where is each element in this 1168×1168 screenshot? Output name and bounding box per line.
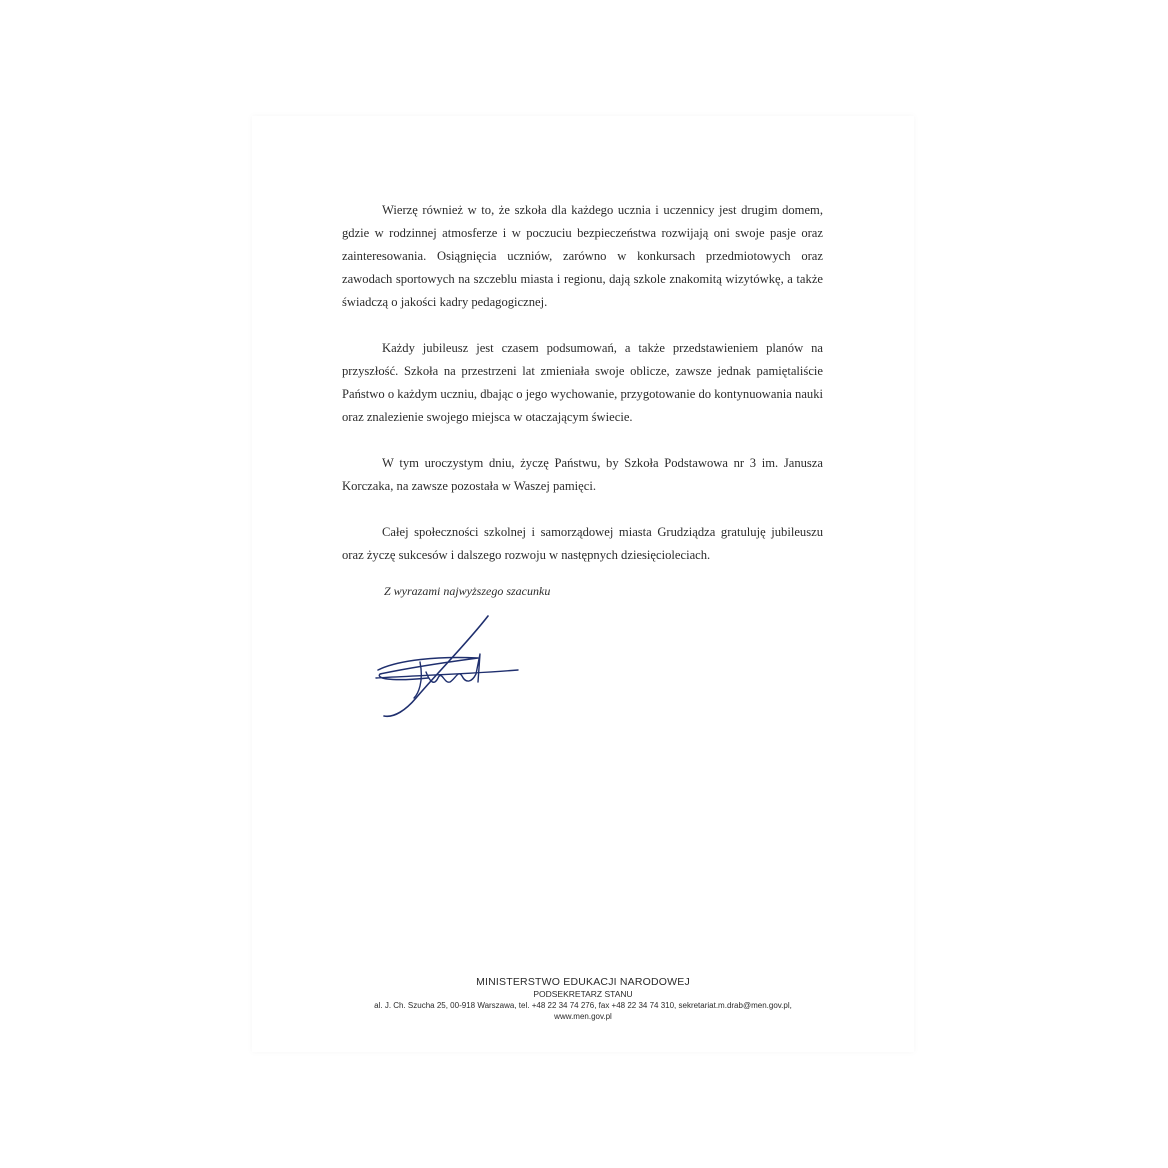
paragraph-3: W tym uroczystym dniu, życzę Państwu, by Szkoła Podstawowa nr 3 im. Janusza Korczaka, na zawsze pozostała w Waszej pamięci. — [342, 456, 823, 493]
contact-address: al. J. Ch. Szucha 25, 00-918 Warszawa, tel. +48 22 34 74 276, fax +48 22 34 74 310, sekretariat.m.drab@men.gov.pl, — [374, 1001, 792, 1010]
official-title: PODSEKRETARZ STANU — [533, 989, 633, 999]
letterhead-footer — [252, 976, 914, 1022]
website-link[interactable]: www.men.gov.pl — [554, 1012, 612, 1021]
ministry-name: MINISTERSTWO EDUKACJI NARODOWEJ — [476, 976, 690, 988]
signature-stroke-main — [384, 616, 488, 716]
paragraph-2: Każdy jubileusz jest czasem podsumowań, a także przedstawieniem planów na przyszłość. Szkoła na przestrzeni lat zmieniała swoje oblicze, zawsze jednak pamiętaliście Państwo o każdym uczniu, dbając o jego wychowanie, przygotowanie do kontynuowania nauki oraz znalezienie swojego miejsca w otaczającym świecie. — [342, 341, 823, 424]
paragraph-1: Wierzę również w to, że szkoła dla każdego ucznia i uczennicy jest drugim domem, gdzie w rodzinnej atmosferze i w poczuciu bezpieczeństwa rozwijają oni swoje pasje oraz zainteresowania. Osiągnięcia uczniów, zarówno w konkursach przedmiotowych oraz zawodach sportowych na szczeblu miasta i regionu, dają szkole znakomitą wizytówkę, a także świadczą o jakości kadry pedagogicznej. — [342, 203, 823, 309]
letter-body — [342, 199, 823, 590]
closing-phrase: Z wyrazami najwyższego szacunku — [384, 584, 551, 598]
handwritten-signature — [368, 612, 538, 720]
paragraph-4: Całej społeczności szkolnej i samorządowej miasta Grudziądza gratuluję jubileuszu oraz życzę sukcesów i dalszego rozwoju w następnych dziesięcioleciach. — [342, 525, 823, 562]
